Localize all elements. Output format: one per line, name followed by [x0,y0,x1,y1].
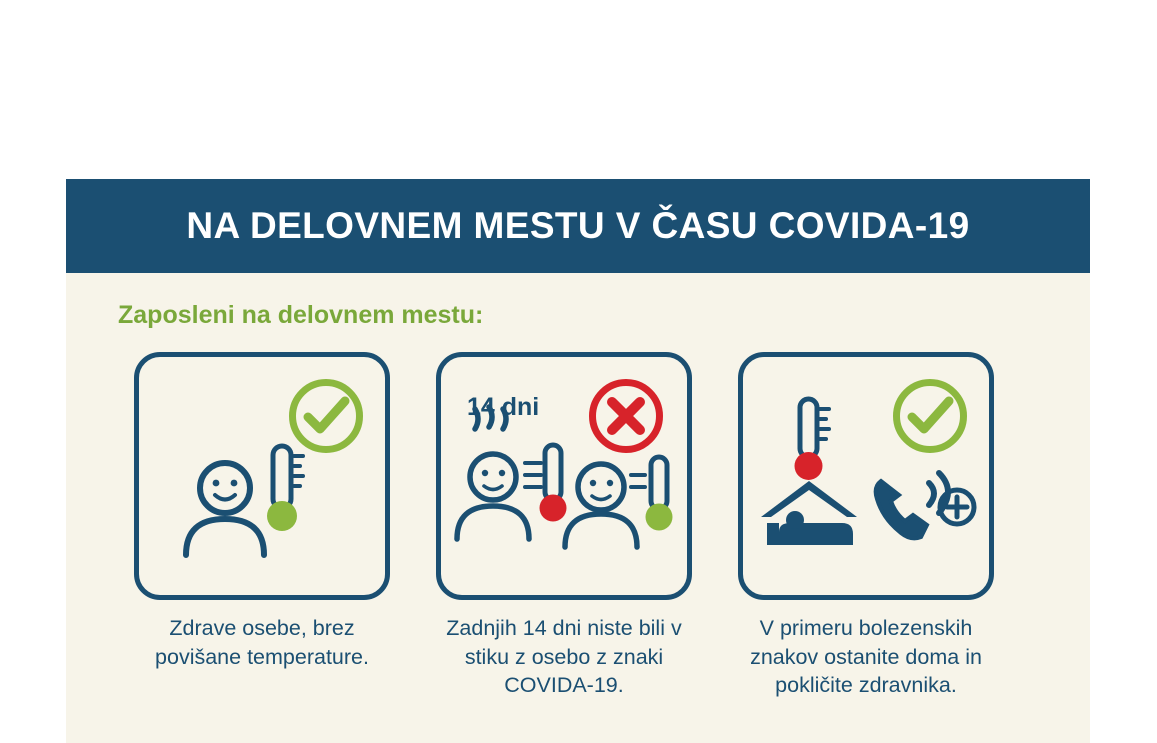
card-list [134,352,1090,700]
card-no-contact-14-days [436,352,692,700]
poster [66,179,1090,743]
card-box [738,352,994,600]
thermometer-green-icon [267,446,303,531]
days-label: 14 dni [467,393,540,421]
medical-cross-icon [940,490,974,524]
thermometer-green-icon [646,457,673,531]
card-artwork [139,357,385,595]
page-title: NA DELOVNEM MESTU V ČASU COVIDA-19 [186,205,970,246]
card-caption: Zadnjih 14 dni niste bili v stiku z osebo z znaki COVIDA-19. [446,616,682,698]
poster-header [66,179,1090,273]
card-box [134,352,390,600]
card-artwork [743,357,989,595]
phone-call-icon [876,473,948,538]
card-artwork [441,357,687,595]
card-caption: V primeru bolezenskih znakov ostanite doma in pokličite zdravnika. [750,616,982,698]
thermometer-red-icon [795,399,830,480]
card-box [436,352,692,600]
card-caption: Zdrave osebe, brez povišane temperature. [155,616,369,669]
section-subtitle: Zaposleni na delovnem mestu: [118,301,484,329]
card-healthy-persons [134,352,390,700]
bed-house-icon [761,481,857,545]
card-stay-home-call-doctor [738,352,994,700]
thermometer-red-icon [540,445,567,522]
